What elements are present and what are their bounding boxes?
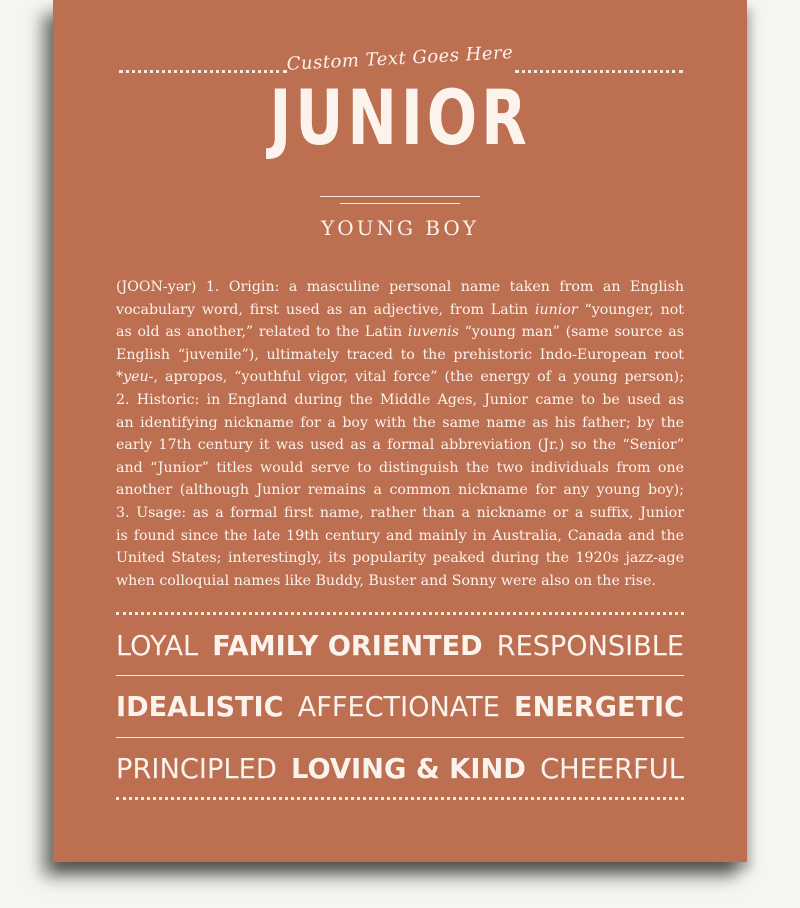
definition-fragment: and “Junior” titles would serve to distinguish the two individuals from one <box>116 459 684 476</box>
definition-text <box>116 276 684 592</box>
trait-word: LOYAL <box>116 631 199 662</box>
trait-word: ENERGETIC <box>514 692 684 723</box>
definition-line <box>116 570 684 593</box>
definition-line <box>116 479 684 502</box>
traits-divider-1 <box>116 675 684 676</box>
traits-row-3 <box>116 748 684 792</box>
italic-term: iuvenis <box>407 324 459 341</box>
trait-word: RESPONSIBLE <box>496 631 684 662</box>
definition-fragment: when colloquial names like Buddy, Buster and Sonny were also on the rise. <box>116 572 656 589</box>
name-underline-1 <box>320 196 480 197</box>
definition-fragment: 3. Usage: as a formal first name, rather than a nickname or a suffix, Junior <box>116 504 684 521</box>
traits-row-2 <box>116 686 684 730</box>
trait-word: AFFECTIONATE <box>297 692 500 723</box>
definition-line <box>116 344 684 367</box>
definition-fragment: “young man” (same source as <box>458 324 684 341</box>
definition-line <box>116 299 684 322</box>
definition-fragment: early 17th century it was used as a formal abbreviation (Jr.) so the “Senior” <box>116 437 684 454</box>
definition-fragment: English “juvenile”), ultimately traced to the prehistoric Indo-European root <box>116 346 684 363</box>
top-right-dotted-rule <box>515 70 683 73</box>
custom-text: Custom Text Goes Here <box>286 42 514 75</box>
trait-word: CHEERFUL <box>540 754 684 785</box>
definition-fragment: an identifying nickname for a boy with the same name as his father; by the <box>116 414 684 431</box>
definition-line <box>116 276 684 299</box>
definition-fragment: United States; interestingly, its popularity peaked during the 1920s jazz-age <box>116 550 684 567</box>
definition-line <box>116 525 684 548</box>
definition-line <box>116 434 684 457</box>
italic-term: *yeu- <box>116 369 154 386</box>
definition-line <box>116 457 684 480</box>
trait-word: PRINCIPLED <box>116 754 277 785</box>
name-underline-2 <box>340 203 460 204</box>
definition-fragment: another (although Junior remains a common nickname for any young boy); <box>116 482 684 499</box>
definition-fragment: vocabulary word, first used as an adjective, from Latin <box>116 301 535 318</box>
definition-bottom-dotted-rule <box>116 612 684 615</box>
definition-line <box>116 412 684 435</box>
definition-fragment: is found since the late 19th century and mainly in Australia, Canada and the <box>116 527 684 544</box>
name-poster <box>53 0 747 862</box>
definition-fragment: as old as another,” related to the Latin <box>116 324 408 341</box>
traits-row-1 <box>116 625 684 669</box>
definition-fragment: (JOON-yər) 1. Origin: a masculine personal name taken from an English <box>116 279 684 295</box>
name-meaning: YOUNG BOY <box>321 216 479 240</box>
trait-word: IDEALISTIC <box>116 692 284 723</box>
trait-word: FAMILY ORIENTED <box>212 631 483 662</box>
definition-fragment: 2. Historic: in England during the Middle Ages, Junior came to be used as <box>116 391 684 408</box>
poster-name: JUNIOR <box>269 73 531 162</box>
definition-line <box>116 321 684 344</box>
italic-term: iunior <box>534 301 578 318</box>
definition-line <box>116 502 684 525</box>
definition-fragment: “younger, not <box>577 301 684 318</box>
bottom-dotted-rule <box>116 797 684 800</box>
trait-word: LOVING & KIND <box>291 754 526 785</box>
definition-fragment: , apropos, “youthful vigor, vital force” (the energy of a young person); <box>153 369 684 386</box>
definition-line <box>116 366 684 389</box>
definition-line <box>116 389 684 412</box>
definition-line <box>116 547 684 570</box>
traits-divider-2 <box>116 737 684 738</box>
